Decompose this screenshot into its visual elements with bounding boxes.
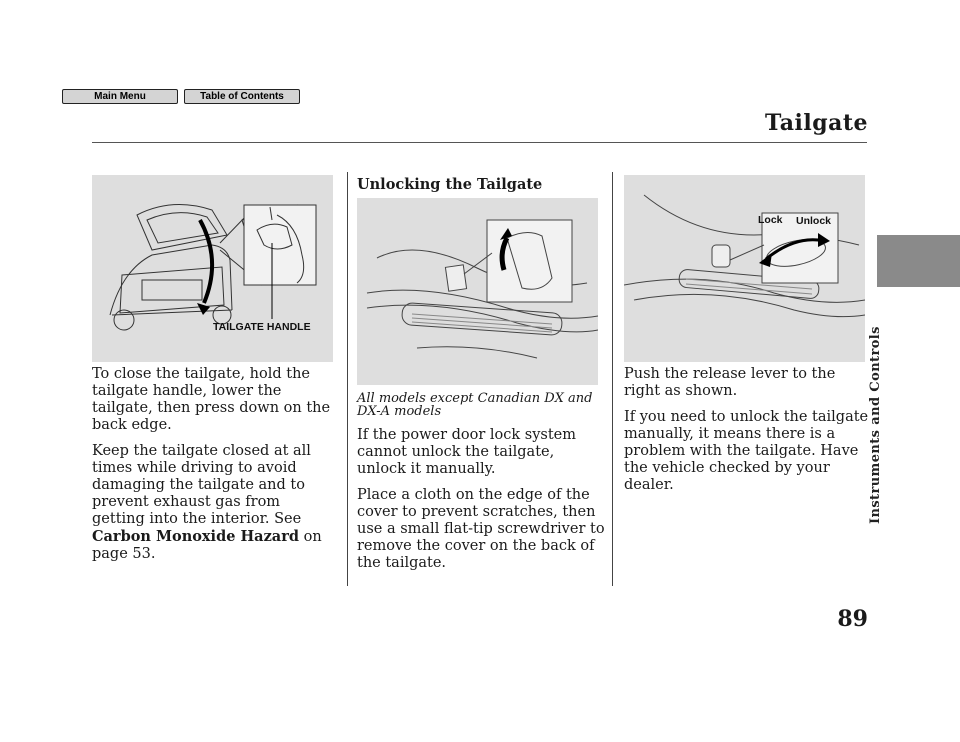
page-number: 89: [837, 606, 868, 632]
column-2-text: [357, 392, 605, 581]
unlock-label: Unlock: [796, 215, 832, 227]
keep-closed-text: Keep the tailgate closed at all times while driving to avoid damaging the tailgate and to prevent exhaust gas from getting into the interior. See: [92, 443, 311, 527]
chapter-label: Instruments and Controls: [868, 326, 883, 524]
page-reference: on page 53.: [92, 529, 322, 562]
lock-label: Lock: [758, 214, 783, 226]
column-3-text: [624, 366, 869, 503]
section-title: Tailgate: [764, 110, 868, 136]
header-rule: [92, 142, 867, 143]
close-instructions: To close the tailgate, hold the tailgate handle, lower the tailgate, then press down on the back edge.: [92, 366, 331, 433]
release-lever-illustration: [624, 175, 865, 362]
tailgate-handle-label: TAILGATE HANDLE: [213, 321, 311, 333]
keep-closed-warning: [92, 443, 337, 563]
tailgate-handle-illustration: [92, 175, 333, 362]
manual-unlock-intro: If the power door lock system cannot unlock the tailgate, unlock it manually.: [357, 427, 577, 477]
dealer-check-note: If you need to unlock the tailgate manually, it means there is a problem with the tailgate. Have the vehicle checked by your dealer.: [624, 409, 869, 493]
models-note: All models except Canadian DX and DX-A models: [357, 391, 593, 419]
chapter-tab: [877, 235, 960, 287]
release-lever-instructions: Push the release lever to the right as shown.: [624, 366, 836, 399]
unlocking-heading: Unlocking the Tailgate: [357, 176, 543, 193]
carbon-monoxide-link[interactable]: Carbon Monoxide Hazard: [92, 528, 299, 545]
column-divider: [347, 172, 348, 586]
column-1-text: [92, 366, 337, 572]
cover-removal-instructions: Place a cloth on the edge of the cover to prevent scratches, then use a small flat-tip screwdriver to remove the cover on the back of the tailgate.: [357, 487, 605, 571]
tailgate-cover-illustration: [357, 198, 598, 385]
column-divider: [612, 172, 613, 586]
main-menu-button[interactable]: Main Menu: [62, 89, 178, 104]
table-of-contents-button[interactable]: Table of Contents: [184, 89, 300, 104]
